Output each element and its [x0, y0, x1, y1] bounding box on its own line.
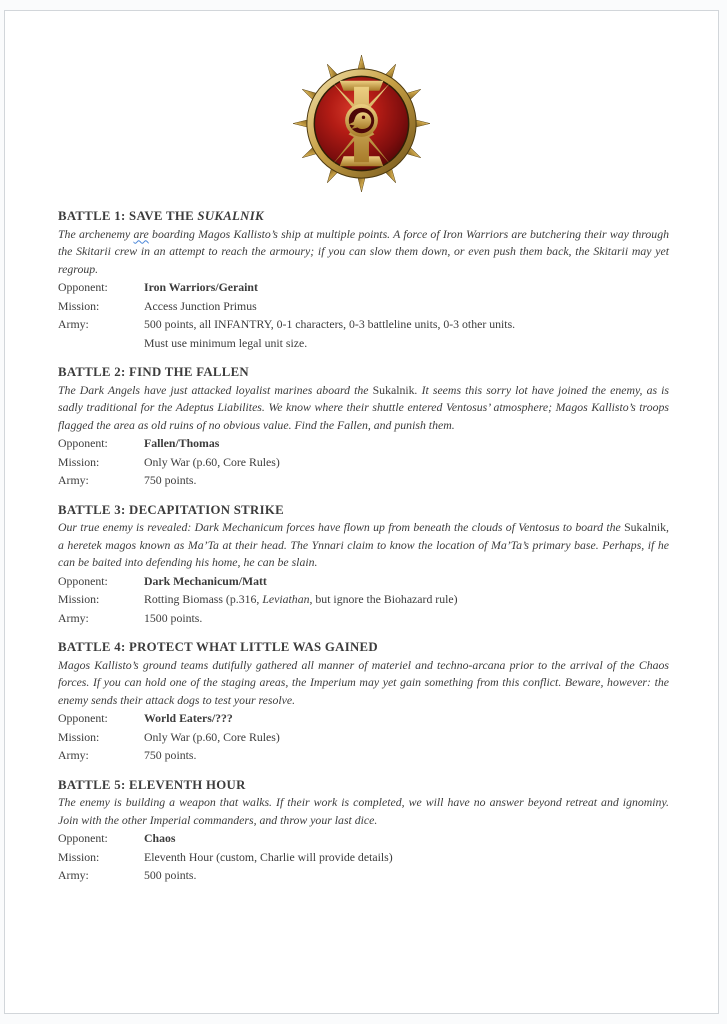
- book-title: Leviathan: [262, 592, 310, 606]
- battle-section-3: [58, 502, 669, 628]
- army-label: Army:: [58, 610, 89, 625]
- battle-section-1: [58, 208, 669, 352]
- grammar-flagged-word: are: [133, 226, 149, 241]
- army-label: Army:: [58, 317, 89, 331]
- mission-value: Rotting Biomass (p.316, Leviathan, but ignore the Biohazard rule): [144, 592, 458, 606]
- ship-name: Sukalnik: [372, 382, 415, 397]
- mission-row: [58, 848, 669, 867]
- ship-name: SUKALNIK: [197, 209, 264, 223]
- battle-heading: BATTLE 4: PROTECT WHAT LITTLE WAS GAINED: [58, 640, 378, 654]
- battle-specs: [58, 278, 669, 352]
- battle-heading: BATTLE 1: SAVE THE SUKALNIK: [58, 209, 264, 223]
- mission-value: Only War (p.60, Core Rules): [144, 454, 280, 469]
- opponent-row: [58, 572, 669, 591]
- army-value: 750 points.: [144, 748, 197, 762]
- battle-intro: The archenemy are boarding Magos Kallisto’s ship at multiple points. A force of Iron Warriors are butchering their way through the Skitarii crew in an attempt to reach the armoury; if you can slow them down, or even push them back, the Skitarii may yet regroup.: [58, 226, 669, 276]
- mission-value: Access Junction Primus: [144, 298, 257, 313]
- battle-specs: [58, 829, 669, 885]
- army-note-row: [58, 334, 669, 353]
- army-row: [58, 866, 669, 885]
- opponent-value: Fallen/Thomas: [144, 436, 220, 450]
- opponent-row: [58, 709, 669, 728]
- battle-intro: The Dark Angels have just attacked loyalist marines aboard the Sukalnik. It seems this sorry lot have joined the enemy, as is sadly traditional for the Adeptus Liabilites. We know where their shuttle entered Ventosus’ atmosphere; Magos Kallisto’s troops flagged the area as old ruins of no obvious value. Find the Fallen, and punish them.: [58, 382, 670, 432]
- ship-name: Sukalnik: [624, 520, 667, 534]
- opponent-value: World Eaters/???: [144, 711, 233, 725]
- army-value: 500 points, all INFANTRY, 0-1 characters, 0-3 battleline units, 0-3 other units.: [144, 317, 516, 331]
- inquisition-seal-icon: [292, 54, 431, 193]
- battle-specs: [58, 572, 669, 628]
- mission-label: Mission:: [58, 592, 100, 606]
- opponent-label: Opponent:: [58, 831, 108, 845]
- battle-section-2: [58, 364, 669, 490]
- mission-value: Eleventh Hour (custom, Charlie will provide details): [144, 849, 393, 864]
- opponent-label: Opponent:: [58, 280, 108, 294]
- army-row: [58, 746, 669, 765]
- mission-label: Mission:: [58, 298, 100, 313]
- battle-section-4: [58, 639, 669, 765]
- mission-row: [58, 590, 669, 609]
- mission-label: Mission:: [58, 454, 100, 469]
- army-row: [58, 315, 669, 334]
- opponent-value: Dark Mechanicum/Matt: [144, 573, 267, 588]
- opponent-row: [58, 829, 669, 848]
- army-label: Army:: [58, 473, 89, 487]
- mission-row: [58, 728, 669, 747]
- mission-value: Only War (p.60, Core Rules): [144, 729, 280, 744]
- battle-heading: BATTLE 3: DECAPITATION STRIKE: [58, 502, 284, 517]
- battle-section-5: [58, 777, 669, 885]
- document-page: [4, 10, 719, 1014]
- mission-label: Mission:: [58, 729, 100, 744]
- army-label: Army:: [58, 748, 89, 762]
- army-note: Must use minimum legal unit size.: [144, 335, 308, 350]
- mission-label: Mission:: [58, 849, 100, 864]
- opponent-value: Iron Warriors/Geraint: [144, 280, 258, 294]
- opponent-label: Opponent:: [58, 436, 108, 450]
- battle-list: [58, 208, 669, 885]
- battle-heading: BATTLE 2: FIND THE FALLEN: [58, 365, 249, 379]
- opponent-value: Chaos: [144, 831, 176, 845]
- battle-heading: BATTLE 5: ELEVENTH HOUR: [58, 777, 246, 792]
- battle-specs: [58, 709, 669, 765]
- battle-intro: The enemy is building a weapon that walks. If their work is completed, we will have no answer beyond retreat and ignominy. Join with the other Imperial commanders, and throw your last dice.: [58, 795, 669, 827]
- army-value: 1500 points.: [144, 610, 203, 625]
- battle-intro: Our true enemy is revealed: Dark Mechanicum forces have flown up from beneath the clouds of Ventosus to board the Sukalnik, a heretek magos known as Ma’Ta at their head. The Ynnari claim to know the location of Ma’Ta’s primary base. Perhaps, if he can be baited into defending his home, he can be slain.: [58, 520, 669, 569]
- battle-specs: [58, 434, 669, 490]
- army-label: Army:: [58, 868, 89, 882]
- opponent-row: [58, 278, 669, 297]
- army-value: 500 points.: [144, 868, 197, 882]
- army-row: [58, 609, 669, 628]
- army-value: 750 points.: [144, 473, 197, 487]
- opponent-label: Opponent:: [58, 573, 108, 588]
- opponent-label: Opponent:: [58, 711, 108, 725]
- battle-intro: Magos Kallisto’s ground teams dutifully gathered all manner of materiel and techno-arcana prior to the arrival of the Chaos forces. If you can hold one of the staging areas, the Imperium may yet gain something from this conflict. Beware, however: the enemy sends their attack dogs to test your resolve.: [58, 657, 669, 707]
- mission-row: [58, 297, 669, 316]
- opponent-row: [58, 434, 669, 453]
- mission-row: [58, 453, 669, 472]
- army-row: [58, 471, 669, 490]
